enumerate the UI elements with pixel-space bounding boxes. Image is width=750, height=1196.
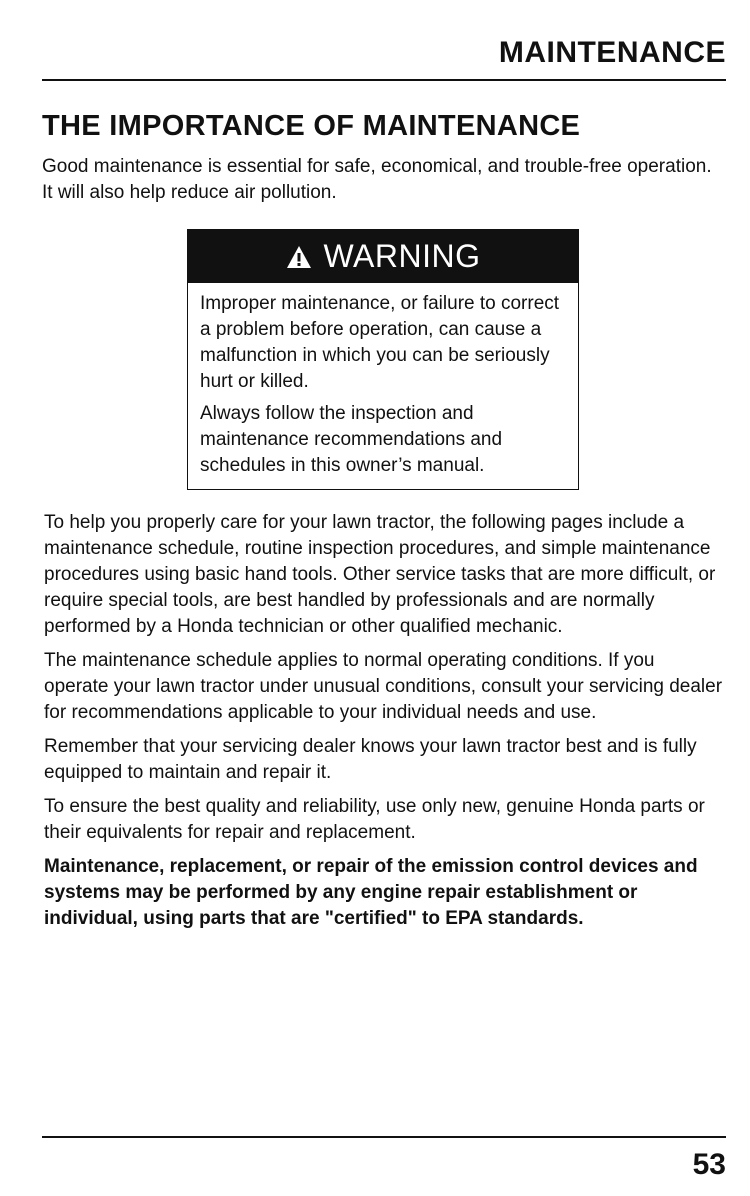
warning-box (187, 229, 579, 490)
body-paragraph: To ensure the best quality and reliability, use only new, genuine Honda parts or their equivalents for repair and replacement. (44, 796, 705, 843)
page-number: 53 (692, 1148, 726, 1181)
body-paragraph: The maintenance schedule applies to normal operating conditions. If you operate your lawn tractor under unusual conditions, consult your servicing dealer for recommendations applicable to your individual needs and use. (44, 650, 723, 723)
warning-label: WARNING (323, 238, 481, 274)
page-title: THE IMPORTANCE OF MAINTENANCE (42, 110, 581, 142)
warning-body (188, 283, 578, 489)
intro-paragraph: Good maintenance is essential for safe, economical, and trouble-free operation. It will also help reduce air pollution. (42, 156, 712, 203)
emission-notice: Maintenance, replacement, or repair of the emission control devices and systems may be performed by any engine repair establishment or individual, using parts that are "certified" to EPA standards. (44, 856, 698, 929)
footer-divider (42, 1136, 726, 1138)
warning-paragraph: Improper maintenance, or failure to correct a problem before operation, can cause a malfunction in which you can be seriously hurt or killed. (200, 293, 560, 392)
body-paragraph: Remember that your servicing dealer knows your lawn tractor best and is fully equipped to maintain and repair it. (44, 736, 697, 783)
section-header: MAINTENANCE (498, 36, 726, 69)
warning-triangle-icon (286, 245, 312, 269)
warning-paragraph: Always follow the inspection and maintenance recommendations and schedules in this owner’s manual. (200, 403, 503, 476)
body-paragraph: To help you properly care for your lawn tractor, the following pages include a maintenance schedule, routine inspection procedures, and simple maintenance procedures using basic hand tools. Other service tasks that are more difficult, or require special tools, are best handled by professionals and are normally performed by a Honda technician or other qualified mechanic. (44, 512, 716, 637)
warning-header (188, 230, 578, 283)
header-divider (42, 79, 726, 81)
body-text (44, 510, 724, 940)
